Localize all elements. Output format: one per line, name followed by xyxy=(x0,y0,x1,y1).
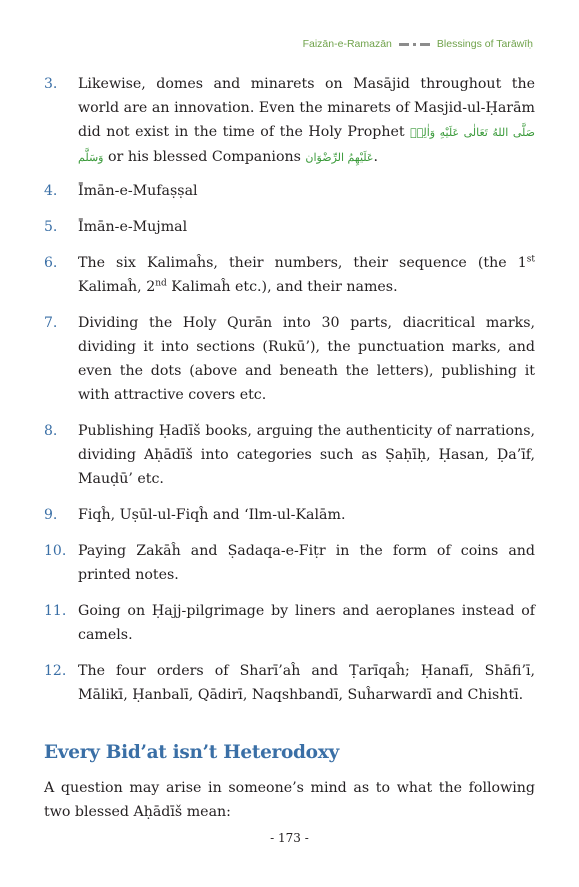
list-item-text xyxy=(78,72,535,170)
text-fragment: or his blessed Companions xyxy=(103,149,306,165)
superscript: nd xyxy=(155,278,167,289)
salutation-prophet: صَلَّى اللهُ تَعَالٰى عَلَيْهِ وَاٰلِهٖ وَسَلَّم xyxy=(78,126,535,164)
list-item-number: 8. xyxy=(44,423,58,439)
list-item-number: 4. xyxy=(44,183,58,199)
list-item-text: Dividing the Holy Qurān into 30 parts, diacritical marks, dividing it into sections (Rukū’), the punctuation marks, and even the dots (above and beneath the letters), publishing it with attractive covers etc. xyxy=(78,315,535,403)
list-item xyxy=(44,72,535,170)
list-item-text xyxy=(78,251,535,299)
list-item-number: 3. xyxy=(44,76,58,92)
list-item-number: 6. xyxy=(44,255,58,271)
list-item-text: Īmān-e-Mujmal xyxy=(78,219,188,235)
list-item xyxy=(44,311,535,407)
text-fragment: The six Kalimaĥs, their numbers, their sequence (the 1 xyxy=(78,255,527,271)
list-item-number: 5. xyxy=(44,219,58,235)
list-item-number: 9. xyxy=(44,507,58,523)
list-item xyxy=(44,215,535,239)
list-item-number: 11. xyxy=(44,603,67,619)
salutation-companions: عَلَيْهِمُ الرِّضْوَان xyxy=(305,151,374,164)
list-item-number: 7. xyxy=(44,315,58,331)
text-fragment: Kalimaĥ, 2 xyxy=(78,279,156,295)
superscript: st xyxy=(526,254,535,265)
running-header xyxy=(303,38,533,50)
separator-bar-icon xyxy=(399,43,409,46)
text-fragment: . xyxy=(373,149,378,165)
section-heading: Every Bid’at isn’t Heterodoxy xyxy=(44,742,339,763)
list-item-text: Publishing Ḥadīš books, arguing the authenticity of narrations, dividing Aḥādīš into categories such as Ṣaḥīḥ, Ḥasan, Ḍa’īf, Mauḍū’ etc. xyxy=(78,423,535,487)
text-fragment: Likewise, domes and minarets on Masājid throughout the world are an innovation. Even the minarets of Masjid-ul-Ḥarām did not exist in the time of the Holy Prophet xyxy=(78,76,535,140)
list-item-text: Paying Zakāĥ and Ṣadaqa-e-Fiṭr in the form of coins and printed notes. xyxy=(78,543,535,583)
list-item-text: Going on Ḥajj-pilgrimage by liners and aeroplanes instead of camels. xyxy=(78,603,535,643)
separator-bar-icon xyxy=(420,43,430,46)
list-item xyxy=(44,179,535,203)
list-item-text: Īmān-e-Mufaṣṣal xyxy=(78,183,198,199)
list-item xyxy=(44,419,535,491)
list-item-number: 12. xyxy=(44,663,67,679)
chapter-title: Blessings of Tarāwīḥ xyxy=(436,38,533,50)
list-item-text: The four orders of Sharī’aĥ and Ṭarīqaĥ; Ḥanafī, Shāfi’ī, Mālikī, Ḥanbalī, Qādirī, Naqshbandī, Suĥarwardī and Chishtī. xyxy=(78,663,535,703)
list-item-number: 10. xyxy=(44,543,67,559)
separator-dot-icon xyxy=(413,43,416,46)
list-item xyxy=(44,659,535,707)
list-item-text: Fiqĥ, Uṣūl-ul-Fiqĥ and ‘Ilm-ul-Kalām. xyxy=(78,507,346,523)
book-title: Faizān-e-Ramazān xyxy=(302,38,392,50)
list-item xyxy=(44,503,535,527)
page-number: - 173 - xyxy=(270,831,309,845)
innovations-list xyxy=(44,72,535,707)
list-item xyxy=(44,599,535,647)
section-paragraph: A question may arise in someone’s mind as to what the following two blessed Aḥādīš mean: xyxy=(44,780,535,820)
header-separator xyxy=(399,43,430,46)
text-fragment: Kalimaĥ etc.), and their names. xyxy=(166,279,398,295)
list-item xyxy=(44,539,535,587)
list-item xyxy=(44,251,535,299)
